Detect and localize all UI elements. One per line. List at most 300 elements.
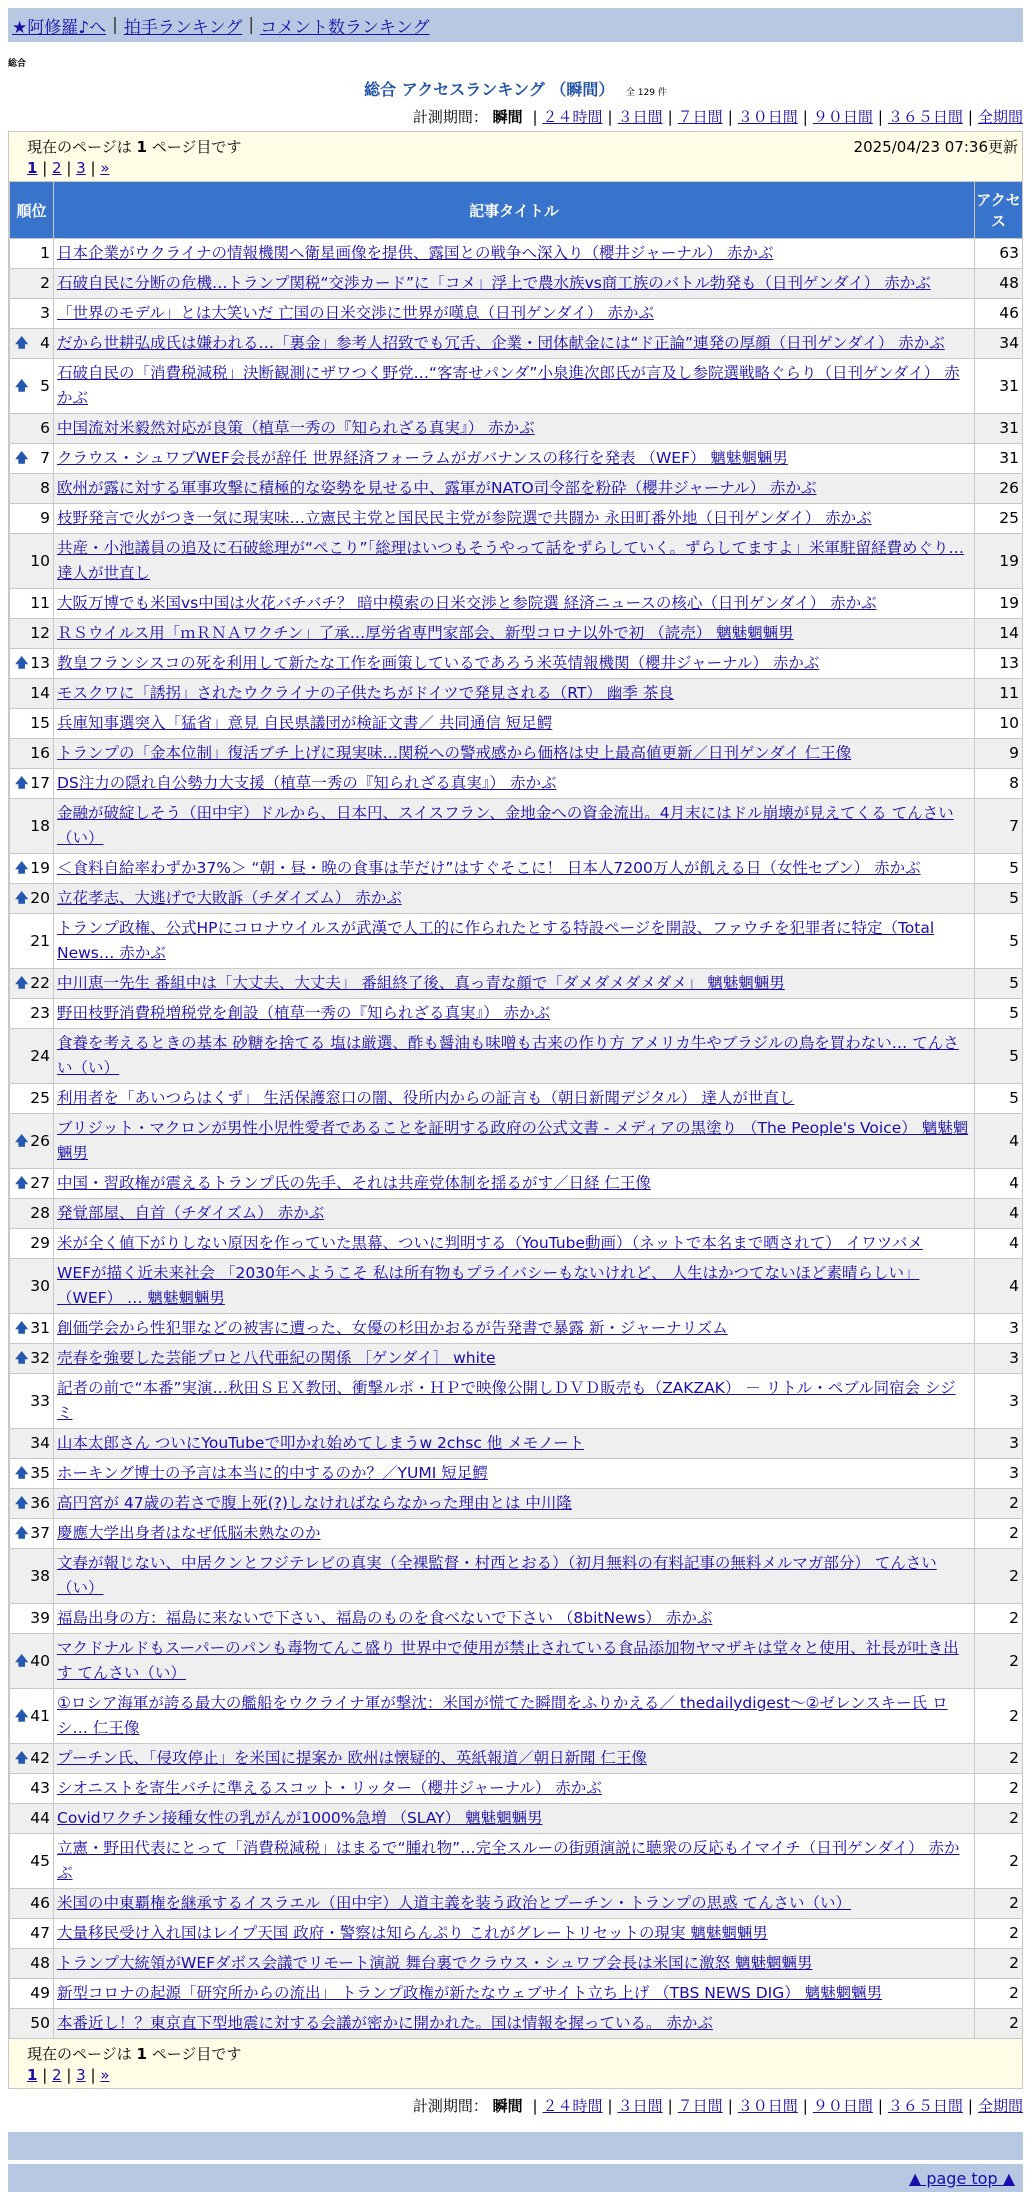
table-row bbox=[10, 1774, 1023, 1804]
nav-link-clap-ranking[interactable]: 拍手ランキング bbox=[123, 17, 243, 38]
rank-cell bbox=[10, 299, 54, 329]
period-link[interactable]: ３日間 bbox=[617, 2097, 663, 2115]
access-count: 2 bbox=[975, 1979, 1023, 2009]
page-info-suffix: ページ目です bbox=[151, 2045, 242, 2063]
article-title-link[interactable]: DS注力の隠れ自公勢力大支援（植草一秀の『知られざる真実』） 赤かぶ bbox=[57, 774, 557, 792]
rank-number: 42 bbox=[30, 1749, 50, 1767]
access-count: 2 bbox=[975, 1774, 1023, 1804]
article-title-link[interactable]: 福島出身の方：福島に来ないで下さい、福島のものを食べないで下さい （8bitNews） 赤かぶ bbox=[57, 1609, 713, 1627]
rank-cell bbox=[10, 1314, 54, 1344]
pager-separator: | bbox=[37, 2066, 53, 2084]
title-cell bbox=[54, 1549, 975, 1604]
total-count: 全 129 件 bbox=[625, 88, 667, 98]
table-row bbox=[10, 854, 1023, 884]
title-cell bbox=[54, 969, 975, 999]
article-title-link[interactable]: 野田枝野消費税増税党を創設（植草一秀の『知られざる真実』） 赤かぶ bbox=[57, 1004, 551, 1022]
table-row bbox=[10, 414, 1023, 444]
access-count: 25 bbox=[975, 504, 1023, 534]
rank-cell bbox=[10, 1199, 54, 1229]
rank-number: 6 bbox=[40, 419, 50, 437]
article-title-link[interactable]: だから世耕弘成氏は嫌われる…「裏金」参考人招致でも冗舌、企業・団体献金には“ド正論”連発の厚顔（日刊ゲンダイ） 赤かぶ bbox=[57, 334, 945, 352]
rank-number: 22 bbox=[30, 974, 50, 992]
period-link[interactable]: ７日間 bbox=[677, 2097, 723, 2115]
rank-number: 20 bbox=[30, 889, 50, 907]
title-cell bbox=[54, 649, 975, 679]
title-cell bbox=[54, 1459, 975, 1489]
table-row bbox=[10, 589, 1023, 619]
article-title-link[interactable]: 発覚部屋、自首（チダイズム） 赤かぶ bbox=[57, 1204, 325, 1222]
access-count: 34 bbox=[975, 329, 1023, 359]
page-title bbox=[0, 77, 1031, 100]
top-nav bbox=[8, 8, 1023, 42]
title-cell bbox=[54, 414, 975, 444]
pager-next-link[interactable]: » bbox=[100, 2066, 110, 2084]
table-row bbox=[10, 709, 1023, 739]
rank-number: 50 bbox=[30, 2014, 50, 2032]
article-title-link[interactable]: 教皇フランシスコの死を利用して新たな工作を画策しているであろう米英情報機関（櫻井ジャーナル） 赤かぶ bbox=[57, 654, 820, 672]
article-title-link[interactable]: 文春が報じない、中居クンとフジテレビの真実（全裸監督・村西とおる）（初月無料の有料記事の無料メルマガ部分） てんさい（い） bbox=[57, 1554, 937, 1597]
rank-cell bbox=[10, 1604, 54, 1634]
page-info-current: 1 bbox=[136, 2045, 147, 2063]
article-title-link[interactable]: 日本企業がウクライナの情報機関へ衛星画像を提供、露国との戦争へ深入り（櫻井ジャーナル） 赤かぶ bbox=[57, 244, 774, 262]
period-link[interactable]: ３６５日間 bbox=[887, 2097, 963, 2115]
rank-up-arrow-icon: 🡅 bbox=[15, 1526, 29, 1541]
period-link[interactable]: ２４時間 bbox=[542, 108, 603, 126]
title-cell bbox=[54, 329, 975, 359]
table-row bbox=[10, 1919, 1023, 1949]
rank-cell bbox=[10, 1489, 54, 1519]
access-count: 46 bbox=[975, 299, 1023, 329]
table-row bbox=[10, 914, 1023, 969]
access-count: 4 bbox=[975, 1259, 1023, 1314]
article-title-link[interactable]: トランプの「金本位制」復活ブチ上げに現実味…関税への警戒感から価格は史上最高値更新／日刊ゲンダイ 仁王像 bbox=[57, 744, 852, 762]
article-title-link[interactable]: トランプ大統領がWEFダボス会議でリモート演説 舞台裏でクラウス・シュワブ会長は米国に激怒 魑魅魍魎男 bbox=[57, 1954, 813, 1972]
period-selector-bottom bbox=[0, 2095, 1031, 2116]
title-cell bbox=[54, 1834, 975, 1889]
title-cell bbox=[54, 619, 975, 649]
rank-up-arrow-icon: 🡅 bbox=[15, 1708, 29, 1724]
article-title-link[interactable]: 大量移民受け入れ国はレイプ天国 政府・警察は知らんぷり これがグレートリセットの現実 魑魅魍魎男 bbox=[57, 1924, 768, 1942]
access-count: 8 bbox=[975, 769, 1023, 799]
rank-cell bbox=[10, 1459, 54, 1489]
period-link[interactable]: ９０日間 bbox=[812, 2097, 873, 2115]
rank-up-arrow-icon: 🡅 bbox=[15, 861, 29, 876]
table-row bbox=[10, 1084, 1023, 1114]
access-count: 5 bbox=[975, 999, 1023, 1029]
rank-number: 24 bbox=[30, 1046, 50, 1065]
rank-cell bbox=[10, 1374, 54, 1429]
access-count: 2 bbox=[975, 1744, 1023, 1774]
access-count: 2 bbox=[975, 1689, 1023, 1744]
rank-cell bbox=[10, 1949, 54, 1979]
rank-number: 39 bbox=[30, 1609, 50, 1627]
rank-cell bbox=[10, 1259, 54, 1314]
rank-cell bbox=[10, 1169, 54, 1199]
access-count: 4 bbox=[975, 1114, 1023, 1169]
title-cell bbox=[54, 1774, 975, 1804]
title-cell bbox=[54, 1889, 975, 1919]
article-title-link[interactable]: 「世界のモデル」とは大笑いだ 亡国の日米交渉に世界が嘆息（日刊ゲンダイ） 赤かぶ bbox=[57, 304, 654, 322]
rank-up-arrow-icon: 🡅 bbox=[15, 776, 29, 791]
article-title-link[interactable]: 枝野発言で火がつき一気に現実味…立憲民主党と国民民主党が参院選で共闘か 永田町番外地（日刊ゲンダイ） 赤かぶ bbox=[57, 509, 872, 527]
rank-cell bbox=[10, 359, 54, 414]
period-separator: | bbox=[667, 2097, 673, 2115]
table-row bbox=[10, 1489, 1023, 1519]
rank-number: 19 bbox=[30, 859, 50, 877]
article-title-link[interactable]: 兵庫知事選突入「猛省」意見 自民県議団が検証文書／ 共同通信 短足鰐 bbox=[57, 714, 553, 732]
period-links bbox=[527, 108, 1023, 126]
access-count: 31 bbox=[975, 414, 1023, 444]
title-cell bbox=[54, 2009, 975, 2039]
nav-separator: | bbox=[248, 15, 255, 35]
title-cell bbox=[54, 1744, 975, 1774]
rank-cell bbox=[10, 999, 54, 1029]
page-info-prefix: 現在のページは bbox=[27, 138, 132, 156]
article-title-link[interactable]: 中国・習政権が震えるトランプ氏の先手、それは共産党体制を揺るがす／日経 仁王像 bbox=[57, 1174, 651, 1192]
table-row bbox=[10, 2009, 1023, 2039]
access-count: 7 bbox=[975, 799, 1023, 854]
period-link[interactable]: ３日間 bbox=[617, 108, 663, 126]
period-separator: | bbox=[967, 108, 973, 126]
article-title-link[interactable]: 記者の前で“本番”実演…秋田ＳＥＸ教団、衝撃ルポ・ＨＰで映像公開しＤＶＤ販売も（ZAKZAK） － リトル・ペブル同宿会 シジミ bbox=[57, 1379, 956, 1422]
article-title-link[interactable]: 新型コロナの起源「研究所からの流出」 トランプ政権が新たなウェブサイト立ち上げ （TBS NEWS DIG） 魑魅魍魎男 bbox=[57, 1984, 883, 2002]
title-cell bbox=[54, 534, 975, 589]
title-cell bbox=[54, 1344, 975, 1374]
rank-number: 44 bbox=[30, 1809, 50, 1827]
pager-page-link[interactable]: 1 bbox=[27, 159, 38, 177]
rank-number: 43 bbox=[30, 1779, 50, 1797]
access-count: 5 bbox=[975, 884, 1023, 914]
article-title-link[interactable]: Covidワクチン接種女性の乳がんが1000%急増 （SLAY） 魑魅魍魎男 bbox=[57, 1809, 543, 1827]
table-row bbox=[10, 1979, 1023, 2009]
access-count: 2 bbox=[975, 2009, 1023, 2039]
article-title-link[interactable]: シオニストを寄生バチに準えるスコット・リッター（櫻井ジャーナル） 赤かぶ bbox=[57, 1779, 602, 1797]
period-link[interactable]: ２４時間 bbox=[542, 2097, 603, 2115]
footer-bar bbox=[8, 2132, 1023, 2160]
period-separator: | bbox=[877, 2097, 883, 2115]
title-cell bbox=[54, 1169, 975, 1199]
rank-number: 7 bbox=[40, 449, 50, 467]
period-selector-top bbox=[0, 106, 1031, 127]
rank-cell bbox=[10, 1344, 54, 1374]
title-cell bbox=[54, 1374, 975, 1429]
rank-cell bbox=[10, 1029, 54, 1084]
access-count: 19 bbox=[975, 589, 1023, 619]
rank-number: 12 bbox=[30, 624, 50, 642]
rank-cell bbox=[10, 1634, 54, 1689]
rank-up-arrow-icon: 🡅 bbox=[15, 976, 29, 991]
rank-number: 32 bbox=[30, 1349, 50, 1367]
rank-cell bbox=[10, 679, 54, 709]
access-count: 2 bbox=[975, 1834, 1023, 1889]
period-link[interactable]: ３６５日間 bbox=[887, 108, 963, 126]
pager-separator: | bbox=[85, 2066, 101, 2084]
rank-cell bbox=[10, 1084, 54, 1114]
article-title-link[interactable]: ブリジット・マクロンが男性小児性愛者であることを証明する政府の公式文書 - メディアの黒塗り （The People's Voice） 魑魅魍魎男 bbox=[57, 1119, 969, 1162]
title-cell bbox=[54, 299, 975, 329]
article-title-link[interactable]: 石破自民の「消費税減税」決断観測にザワつく野党…“客寄せパンダ”小泉進次郎氏が言及し参院選戦略ぐらり（日刊ゲンダイ） 赤かぶ bbox=[57, 364, 960, 407]
access-count: 48 bbox=[975, 269, 1023, 299]
rank-number: 27 bbox=[30, 1174, 50, 1192]
article-title-link[interactable]: 共産・小池議員の追及に石破総理が“ぺこり”「総理はいつもそうやって話をずらしていく。ずらしてますよ」米軍駐留経費めぐり… 達人が世直し bbox=[57, 539, 965, 582]
rank-up-arrow-icon: 🡅 bbox=[15, 1351, 29, 1366]
table-row bbox=[10, 969, 1023, 999]
table-row bbox=[10, 1804, 1023, 1834]
rank-number: 35 bbox=[30, 1464, 50, 1482]
title-cell bbox=[54, 1804, 975, 1834]
article-title-link[interactable]: 創価学会から性犯罪などの被害に遭った、女優の杉田かおるが告発書で暴露 新・ジャーナリズム bbox=[57, 1319, 728, 1337]
article-title-link[interactable]: 立憲・野田代表にとって「消費税減税」はまるで“腫れ物”…完全スルーの街頭演説に聴衆の反応もイマイチ（日刊ゲンダイ） 赤かぶ bbox=[57, 1839, 960, 1882]
rank-cell bbox=[10, 914, 54, 969]
period-link[interactable]: ３０日間 bbox=[737, 2097, 798, 2115]
article-title-link[interactable]: 高円宮が 47歳の若さで腹上死(?)しなければならなかった理由とは 中川隆 bbox=[57, 1494, 572, 1512]
article-title-link[interactable]: 利用者を「あいつらはくず」 生活保護窓口の闇、役所内からの証言も（朝日新聞デジタル） 達人が世直し bbox=[57, 1089, 795, 1107]
access-count: 31 bbox=[975, 444, 1023, 474]
rank-up-arrow-icon: 🡅 bbox=[15, 656, 29, 671]
title-cell bbox=[54, 739, 975, 769]
rank-number: 18 bbox=[30, 816, 50, 835]
article-title-link[interactable]: ＜食料自給率わずか37%＞ “朝・昼・晩の食事は芋だけ”はすぐそこに！ 日本人7200万人が飢える日（女性セブン） 赤かぶ bbox=[57, 859, 921, 877]
rank-cell bbox=[10, 1919, 54, 1949]
table-row bbox=[10, 269, 1023, 299]
access-count: 3 bbox=[975, 1459, 1023, 1489]
rank-cell bbox=[10, 1519, 54, 1549]
rank-cell bbox=[10, 1834, 54, 1889]
table-row bbox=[10, 1199, 1023, 1229]
article-title-link[interactable]: 大阪万博でも米国vs中国は火花バチバチ？ 暗中模索の日米交渉と参院選 経済ニュースの核心（日刊ゲンダイ） 赤かぶ bbox=[57, 594, 877, 612]
rank-number: 1 bbox=[40, 244, 50, 262]
rank-number: 36 bbox=[30, 1494, 50, 1512]
access-count: 9 bbox=[975, 739, 1023, 769]
rank-number: 14 bbox=[30, 684, 50, 702]
rank-cell bbox=[10, 1229, 54, 1259]
page-info-prefix: 現在のページは bbox=[27, 2045, 132, 2063]
ranking-table-body bbox=[10, 239, 1023, 2039]
nav-link-ashura[interactable]: ★阿修羅♪へ bbox=[12, 17, 107, 38]
access-count: 2 bbox=[975, 1949, 1023, 1979]
rank-cell bbox=[10, 329, 54, 359]
article-title-link[interactable]: ＲＳウイルス用「ｍＲＮＡワクチン」了承…厚労省専門家部会、新型コロナ以外で初 （読売） 魑魅魍魎男 bbox=[57, 624, 794, 642]
article-title-link[interactable]: 金融が破綻しそう（田中宇）ドルから、日本円、スイスフラン、金地金への資金流出。4月末にはドル崩壊が見えてくる てんさい（い） bbox=[57, 804, 954, 847]
rank-number: 30 bbox=[30, 1276, 50, 1295]
table-row bbox=[10, 359, 1023, 414]
table-row bbox=[10, 1429, 1023, 1459]
rank-cell bbox=[10, 1774, 54, 1804]
access-count: 2 bbox=[975, 1919, 1023, 1949]
updated-timestamp: 2025/04/23 07:36更新 bbox=[853, 138, 1018, 156]
article-title-link[interactable]: 石破自民に分断の危機…トランプ関税“交渉カード”に「コメ」浮上で農水族vs商工族のバトル勃発も（日刊ゲンダイ） 赤かぶ bbox=[57, 274, 931, 292]
article-title-link[interactable]: プーチン氏、「侵攻停止」を米国に提案か 欧州は懐疑的、英紙報道／朝日新聞 仁王像 bbox=[57, 1749, 647, 1767]
period-separator: | bbox=[967, 2097, 973, 2115]
article-title-link[interactable]: 立花孝志、大逃げで大敗訴（チダイズム） 赤かぶ bbox=[57, 889, 402, 907]
title-cell bbox=[54, 884, 975, 914]
table-row bbox=[10, 884, 1023, 914]
article-title-link[interactable]: トランプ政権、公式HPにコロナウイルスが武漢で人工的に作られたとする特設ページを開設、ファウチを犯罪者に特定（Total News… 赤かぶ bbox=[57, 919, 935, 962]
access-count: 2 bbox=[975, 1889, 1023, 1919]
access-count: 3 bbox=[975, 1374, 1023, 1429]
rank-cell bbox=[10, 504, 54, 534]
rank-number: 25 bbox=[30, 1089, 50, 1107]
access-count: 2 bbox=[975, 1489, 1023, 1519]
title-cell bbox=[54, 914, 975, 969]
rank-number: 37 bbox=[30, 1524, 50, 1542]
article-title-link[interactable]: 中川恵一先生 番組中は「大丈夫、大丈夫」 番組終了後、真っ青な顔で「ダメダメダメダメ」 魑魅魍魎男 bbox=[57, 974, 785, 992]
table-row bbox=[10, 299, 1023, 329]
rank-number: 45 bbox=[30, 1851, 50, 1870]
title-cell bbox=[54, 504, 975, 534]
pager-page-link[interactable]: 3 bbox=[76, 2066, 86, 2084]
rank-up-arrow-icon: 🡅 bbox=[15, 336, 29, 351]
rank-number: 34 bbox=[30, 1434, 50, 1452]
access-count: 14 bbox=[975, 619, 1023, 649]
period-link[interactable]: 全期間 bbox=[977, 2097, 1023, 2115]
title-cell bbox=[54, 444, 975, 474]
rank-up-arrow-icon: 🡅 bbox=[15, 1653, 29, 1669]
page-title-text: 総合 アクセスランキング （瞬間） bbox=[364, 80, 615, 99]
article-title-link[interactable]: WEFが描く近未来社会 「2030年へようこそ 私は所有物もプライバシーもないけれど、 人生はかつてないほど素晴らしい」 （WEF） … 魑魅魍魎男 bbox=[57, 1264, 920, 1307]
header-access: アクセス bbox=[975, 182, 1023, 239]
ranking-panel bbox=[8, 131, 1023, 2089]
rank-cell bbox=[10, 1979, 54, 2009]
period-separator: | bbox=[877, 108, 883, 126]
nav-separator: | bbox=[112, 15, 118, 35]
table-row bbox=[10, 999, 1023, 1029]
table-row bbox=[10, 1374, 1023, 1429]
rank-up-arrow-icon: 🡅 bbox=[15, 1496, 29, 1511]
pager-page-link[interactable]: 3 bbox=[76, 159, 86, 177]
rank-number: 31 bbox=[30, 1319, 50, 1337]
period-label: 計測期間： bbox=[412, 108, 488, 126]
period-link[interactable]: ９０日間 bbox=[812, 108, 873, 126]
access-count: 5 bbox=[975, 914, 1023, 969]
rank-number: 5 bbox=[40, 376, 50, 395]
page-top-link[interactable]: ▲ page top ▲ bbox=[908, 2168, 1015, 2188]
rank-cell bbox=[10, 649, 54, 679]
period-separator: | bbox=[607, 2097, 613, 2115]
article-title-link[interactable]: 慶應大学出身者はなぜ低脳未熟なのか bbox=[57, 1524, 321, 1542]
title-cell bbox=[54, 589, 975, 619]
pager-separator: | bbox=[37, 159, 53, 177]
period-current: 瞬間 bbox=[492, 2097, 523, 2115]
page-info-bottom bbox=[9, 2039, 1022, 2066]
period-separator: | bbox=[607, 108, 613, 126]
article-title-link[interactable]: 本番近し！？東京直下型地震に対する会議が密かに開かれた。国は情報を握っている。 赤かぶ bbox=[57, 2014, 713, 2032]
nav-link-comment-ranking[interactable]: コメント数ランキング bbox=[260, 17, 430, 38]
pager-bottom bbox=[9, 2066, 1022, 2088]
rank-cell bbox=[10, 1549, 54, 1604]
title-cell bbox=[54, 269, 975, 299]
rank-number: 8 bbox=[40, 479, 50, 497]
access-count: 3 bbox=[975, 1344, 1023, 1374]
page-info-text-bottom bbox=[27, 2043, 241, 2064]
table-row bbox=[10, 769, 1023, 799]
section-label: 総合 bbox=[8, 59, 27, 69]
rank-number: 21 bbox=[30, 931, 50, 950]
article-title-link[interactable]: モスクワに「誘拐」されたウクライナの子供たちがドイツで発見される（RT） 幽季 茶良 bbox=[57, 684, 674, 702]
table-row bbox=[10, 1689, 1023, 1744]
rank-number: 11 bbox=[30, 594, 50, 612]
period-separator: | bbox=[727, 2097, 733, 2115]
rank-cell bbox=[10, 739, 54, 769]
article-title-link[interactable]: 食養を考えるときの基本 砂糖を捨てる 塩は厳選、酢も醤油も味噌も古来の作り方 アメリカ牛やブラジルの鳥を買わない… てんさい（い） bbox=[57, 1034, 959, 1077]
article-title-link[interactable]: 山本太郎さん ついにYouTubeで叩かれ始めてしまうw 2chsc 他 メモノート bbox=[57, 1434, 585, 1452]
period-link[interactable]: ７日間 bbox=[677, 108, 723, 126]
title-cell bbox=[54, 1949, 975, 1979]
access-count: 5 bbox=[975, 854, 1023, 884]
period-separator: | bbox=[532, 108, 538, 126]
title-cell bbox=[54, 679, 975, 709]
rank-number: 29 bbox=[30, 1234, 50, 1252]
rank-number: 38 bbox=[30, 1566, 50, 1585]
rank-cell bbox=[10, 1114, 54, 1169]
access-count: 2 bbox=[975, 1519, 1023, 1549]
rank-cell bbox=[10, 854, 54, 884]
rank-cell bbox=[10, 799, 54, 854]
rank-number: 46 bbox=[30, 1894, 50, 1912]
pager-page-link[interactable]: 2 bbox=[52, 159, 62, 177]
table-row bbox=[10, 1314, 1023, 1344]
rank-up-arrow-icon: 🡅 bbox=[15, 1133, 29, 1149]
table-row bbox=[10, 534, 1023, 589]
article-title-link[interactable]: 米国の中東覇権を継承するイスラエル（田中宇）人道主義を装う政治とプーチン・トランプの思惑 てんさい（い） bbox=[57, 1894, 852, 1912]
access-count: 63 bbox=[975, 239, 1023, 269]
access-count: 5 bbox=[975, 1084, 1023, 1114]
article-title-link[interactable]: 米が全く値下がりしない原因を作っていた黒幕、ついに判明する（YouTube動画）（ネットで本名まで晒されて） イワツバメ bbox=[57, 1234, 923, 1252]
title-cell bbox=[54, 999, 975, 1029]
period-link[interactable]: 全期間 bbox=[977, 108, 1023, 126]
article-title-link[interactable]: 中国流対米毅然対応が良策（植草一秀の『知られざる真実』） 赤かぶ bbox=[57, 419, 535, 437]
title-cell bbox=[54, 799, 975, 854]
rank-number: 23 bbox=[30, 1004, 50, 1022]
pager-next-link[interactable]: » bbox=[100, 159, 110, 177]
title-cell bbox=[54, 1199, 975, 1229]
table-row bbox=[10, 799, 1023, 854]
rank-number: 4 bbox=[40, 334, 50, 352]
pager-page-link[interactable]: 2 bbox=[52, 2066, 62, 2084]
table-row bbox=[10, 1604, 1023, 1634]
rank-cell bbox=[10, 239, 54, 269]
period-separator: | bbox=[727, 108, 733, 126]
article-title-link[interactable]: ホーキング博士の予言は本当に的中するのか？／YUMI 短足鰐 bbox=[57, 1464, 488, 1482]
article-title-link[interactable]: 売春を強要した芸能プロと八代亜紀の関係 ［ゲンダイ］ white bbox=[57, 1349, 496, 1367]
pager-page-link[interactable]: 1 bbox=[27, 2066, 38, 2084]
rank-up-arrow-icon: 🡅 bbox=[15, 378, 29, 394]
article-title-link[interactable]: マクドナルドもスーパーのパンも毒物てんこ盛り 世界中で使用が禁止されている食品添加物ヤマザキは堂々と使用、社長が吐き出す てんさい（い） bbox=[57, 1639, 959, 1682]
article-title-link[interactable]: 欧州が露に対する軍事攻撃に積極的な姿勢を見せる中、露軍がNATO司令部を粉砕（櫻井ジャーナル） 赤かぶ bbox=[57, 479, 817, 497]
period-separator: | bbox=[802, 108, 808, 126]
title-cell bbox=[54, 359, 975, 414]
access-count: 31 bbox=[975, 359, 1023, 414]
period-link[interactable]: ３０日間 bbox=[737, 108, 798, 126]
rank-cell bbox=[10, 1744, 54, 1774]
table-row bbox=[10, 649, 1023, 679]
table-row bbox=[10, 1344, 1023, 1374]
title-cell bbox=[54, 1429, 975, 1459]
table-row bbox=[10, 474, 1023, 504]
title-cell bbox=[54, 854, 975, 884]
title-cell bbox=[54, 1489, 975, 1519]
table-row bbox=[10, 1114, 1023, 1169]
access-count: 10 bbox=[975, 709, 1023, 739]
article-title-link[interactable]: クラウス・シュワブWEF会長が辞任 世界経済フォーラムがガバナンスの移行を発表 （WEF） 魑魅魍魎男 bbox=[57, 449, 788, 467]
rank-number: 47 bbox=[30, 1924, 50, 1942]
rank-number: 40 bbox=[30, 1651, 50, 1670]
access-count: 5 bbox=[975, 969, 1023, 999]
rank-cell bbox=[10, 444, 54, 474]
rank-up-arrow-icon: 🡅 bbox=[15, 891, 29, 906]
pager-separator: | bbox=[61, 2066, 77, 2084]
article-title-link[interactable]: ①ロシア海軍が誇る最大の艦船をウクライナ軍が撃沈：米国が慌てた瞬間をふりかえる／ thedailydigest～②ゼレンスキー氏 ロシ… 仁王像 bbox=[57, 1694, 948, 1737]
